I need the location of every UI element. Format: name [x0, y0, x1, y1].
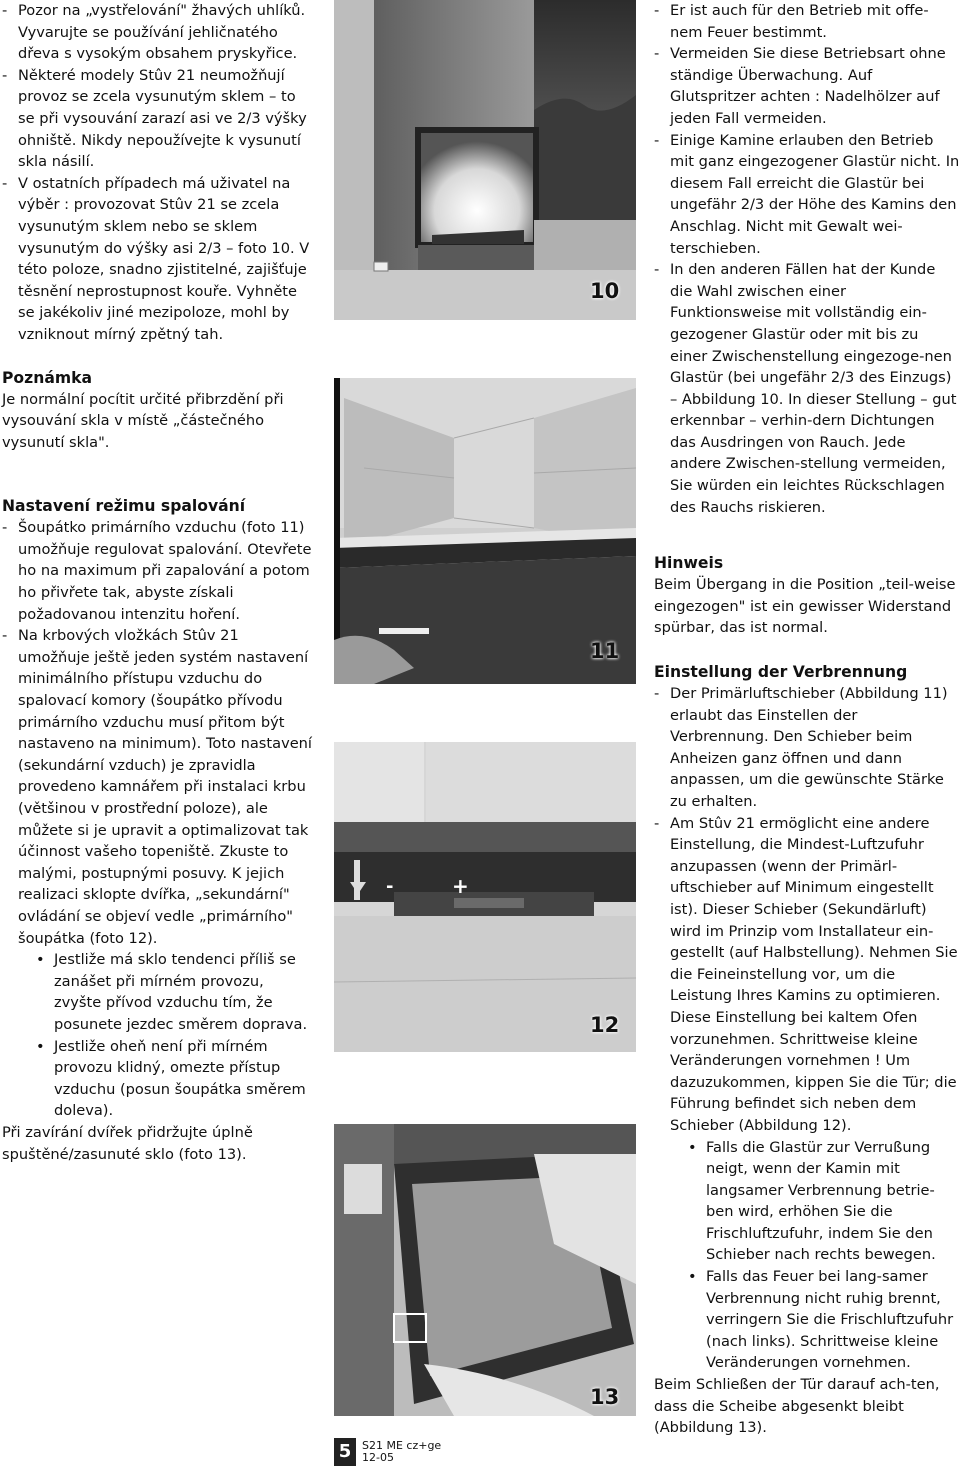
document-date: 12-05: [362, 1451, 394, 1464]
figure-12-number: 12: [590, 1013, 620, 1037]
de-bullet-text: Falls das Feuer bei lang-samer Verbrennung nicht ruhig brennt, verringern Sie die Frischluftzufuhr (nach links). Schrittweise kleine Veränderungen vornehmen.: [706, 1268, 954, 1372]
dash-marker: -: [2, 66, 8, 84]
cz-combustion-item: [2, 625, 314, 949]
figure-11-number: 11: [590, 639, 620, 663]
de-intro-text: Einige Kamine erlauben den Betrieb mit ganz eingezogener Glastür nicht. In diesem Fall erreicht die Glastür bei ungefähr 2/3 der Höhe des Kamins den Anschlag. Nicht mit Gewalt wei-terschieben.: [670, 131, 960, 257]
cz-note-text: Je normální pocítit určité přibrzdění při vysouvání skla v místě „částečného vysunutí skla".: [2, 390, 284, 451]
dash-marker: -: [654, 685, 660, 703]
bullet-marker: •: [36, 951, 45, 969]
slider-minus-label: -: [386, 876, 394, 897]
de-hint-text: Beim Übergang in die Position „teil-weise eingezogen" ist ein gewisser Widerstand spürbar, das ist normal.: [654, 576, 956, 637]
figure-10-number: 10: [590, 279, 620, 303]
de-hint-title: Hinweis: [654, 554, 724, 573]
de-combustion-text: Am Stûv 21 ermöglicht eine andere Einstellung, die Mindest-Luftzufuhr anzupassen (wenn der Primärl-uftschieber auf Minimum eingestellt ist). Dieser Schieber (Sekundärluft) wird im Prinzip vom Installateur ein-gestellt (auf Halbstellung). Nehmen Sie die Feineinstellung vor, um die Leistung Ihres Kamins zu optimieren. Diese Einstellung bei kaltem Ofen vorzunehmen. Schrittweise kleine Veränderungen vornehmen ! Um dazuzukommen, kippen Sie die Tür; die Führung befindet sich neben dem Schieber (Abbildung 12).: [670, 814, 958, 1134]
de-intro-text: In den anderen Fällen hat der Kunde die Wahl zwischen einer Funktionsweise mit vollständig ein-gezogener Glastür oder mit bis zu einer Zwischenstellung eingezoge-nen Glastür (bei ungefähr 2/3 des Einzugs) – Abbildung 10. In dieser Stellung – gut erkennbar – verhin-dern Dichtungen das Ausdringen von Rauch. Jede andere Zwischen-stellung vermeiden, Sie würden ein leichtes Rückschlagen des Rauchs riskieren.: [670, 261, 957, 516]
cz-intro-item: [2, 173, 314, 346]
czech-column: [2, 0, 314, 1165]
cz-intro-text: Pozor na „vystřelování" žhavých uhlíků. Vyvarujte se používání jehličnatého dřeva s vysokým obsahem pryskyřice.: [18, 2, 306, 63]
document-reference: [362, 1440, 441, 1464]
photo-secondary-air-control-illustration: [334, 742, 636, 1052]
de-intro-item: [654, 43, 960, 129]
photo-closing-door-illustration: [334, 1124, 636, 1416]
de-intro-text: Er ist auch für den Betrieb mit offe-nem Feuer bestimmt.: [670, 2, 929, 41]
dash-marker: -: [2, 174, 8, 192]
cz-bullet-text: Jestliže oheň není při mírném provozu klidný, omezte přístup vzduchu (posun šoupátka směrem doleva).: [54, 1037, 306, 1120]
cz-bullet-item: [2, 949, 314, 1035]
cz-combustion-title: Nastavení režimu spalování: [2, 497, 246, 516]
dash-marker: -: [2, 519, 8, 537]
cz-bullet-item: [2, 1036, 314, 1122]
dash-marker: -: [2, 627, 8, 645]
de-bullet-item: [654, 1137, 960, 1267]
de-closing: Beim Schließen der Tür darauf ach-ten, dass die Scheibe abgesenkt bleibt (Abbildung 13).: [654, 1376, 940, 1437]
cz-closing: Při zavírání dvířek přidržujte úplně spuštěné/zasunuté sklo (foto 13).: [2, 1123, 253, 1163]
bullet-marker: •: [688, 1138, 697, 1156]
photo-secondary-air-control: [334, 742, 636, 1052]
cz-note-title: Poznámka: [2, 368, 92, 387]
bullet-marker: •: [36, 1037, 45, 1055]
de-combustion-text: Der Primärluftschieber (Abbildung 11) erlaubt das Einstellen der Verbrennung. Den Schieber beim Anheizen ganz öffnen und dann anpassen, um die gewünschte Stärke zu erhalten.: [670, 685, 948, 810]
cz-intro-text: V ostatních případech má uživatel na výběr : provozovat Stûv 21 se zcela vysunutým sklem nebo se sklem vysunutým do výšky asi 2/3 – foto 10. V této poloze, snadno zjistitelné, zajišťuje těsnění neprostupnost kouře. Vyhněte se jakékoliv jiné mezipoloze, mohl by vzniknout mírný zpětný tah.: [18, 174, 310, 343]
german-column: [654, 0, 960, 1439]
dash-marker: -: [2, 2, 8, 19]
dash-marker: -: [654, 45, 660, 63]
cz-combustion-text: Na krbových vložkách Stûv 21 umožňuje ještě jeden systém nastavení minimálního přístupu vzduchu do spalovací komory (šoupátko přívodu primárního vzduchu musí přitom být nastaveno na minimum). Toto nastavení (sekundární vzduch) je zpravidla provedeno kamnářem při instalaci krbu (většinou v prostřední poloze), ale můžete si je upravit a optimalizovat tak účinnost vašeho topeniště. Zkuste to malými, postupnými posuvy. K jejich realizaci sklopte dvířka, „sekundární" ovládání se objeví vedle „primárního" šoupátka (foto 12).: [18, 627, 312, 947]
de-combustion-item: [654, 683, 960, 813]
slider-plus-label: +: [452, 874, 469, 898]
cz-intro-item: [2, 65, 314, 173]
photo-primary-air-slider: [334, 378, 636, 684]
de-combustion-title: Einstellung der Verbrennung: [654, 663, 908, 682]
de-combustion-item: [654, 813, 960, 1137]
figure-13-number: 13: [590, 1385, 620, 1409]
photo-fireplace-room-illustration: [334, 0, 636, 320]
cz-intro-item: [2, 0, 314, 65]
document-code: S21 ME cz+ge: [362, 1439, 442, 1452]
de-intro-item: [654, 259, 960, 518]
de-bullet-item: [654, 1266, 960, 1374]
cz-bullet-text: Jestliže má sklo tendenci příliš se zanášet při mírném provozu, zvyšte přívod vzduchu tím, že posunete jezdec směrem doprava.: [54, 951, 308, 1033]
dash-marker: -: [654, 261, 660, 279]
cz-combustion-text: Šoupátko primárního vzduchu (foto 11) umožňuje regulovat spalování. Otevřete ho na maximum při zapalování a potom ho přivřete tak, abyste získali požadovanou intenzitu hoření.: [18, 519, 312, 623]
photo-closing-door: [334, 1124, 636, 1416]
de-intro-item: [654, 130, 960, 260]
cz-combustion-item: [2, 517, 314, 625]
de-bullet-text: Falls die Glastür zur Verrußung neigt, wenn der Kamin mit langsamer Verbrennung betrie-ben wird, erhöhen Sie die Frischluftzufuhr, indem Sie den Schieber nach rechts bewegen.: [706, 1138, 936, 1264]
dash-marker: -: [654, 2, 660, 19]
photo-fireplace-room: [334, 0, 636, 320]
page-number: 5: [334, 1438, 356, 1466]
dash-marker: -: [654, 131, 660, 149]
dash-marker: -: [654, 814, 660, 832]
bullet-marker: •: [688, 1268, 697, 1286]
de-intro-item: [654, 0, 960, 43]
de-intro-text: Vermeiden Sie diese Betriebsart ohne ständige Überwachung. Auf Glutspritzer achten : Nadelhölzer auf jeden Fall vermeiden.: [670, 45, 946, 127]
cz-intro-text: Některé modely Stûv 21 neumožňují provoz se zcela vysunutým sklem – to se při vysouvání zarazí asi ve 2/3 výšky ohniště. Nikdy nepoužívejte k vysunutí skla násilí.: [18, 66, 307, 171]
